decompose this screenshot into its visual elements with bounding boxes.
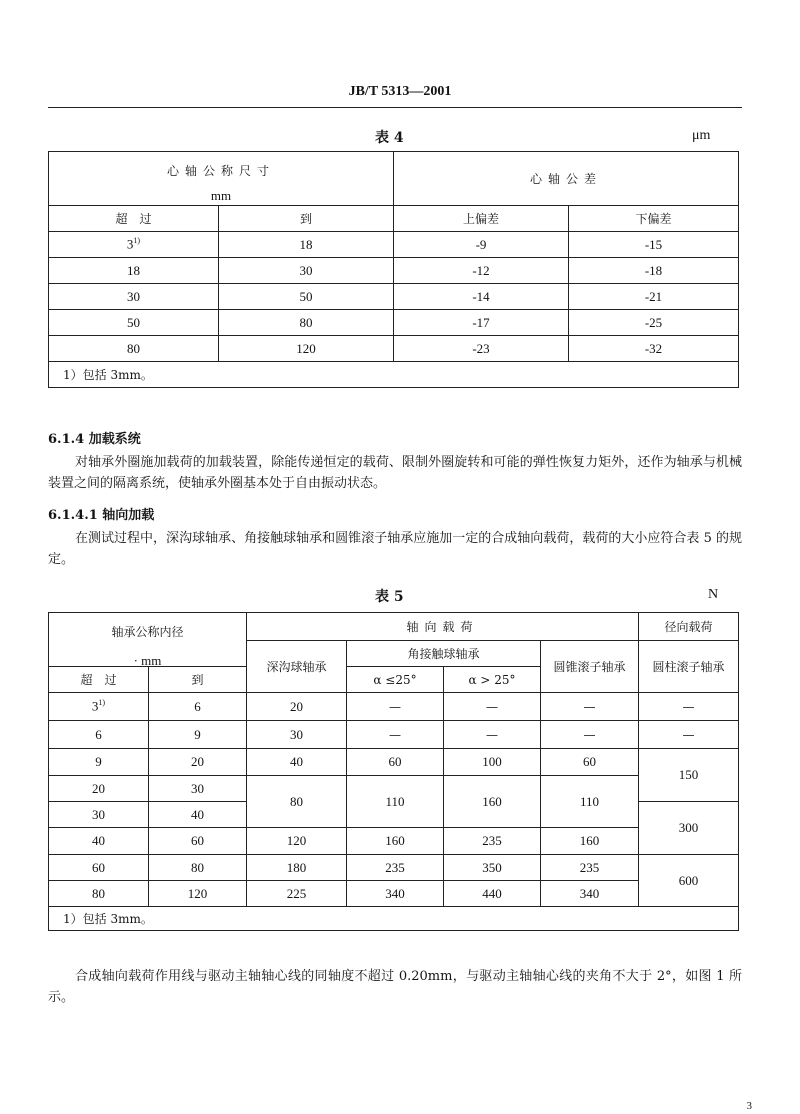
table-row: 40 60 120 160 235 160 bbox=[49, 828, 739, 855]
table-row: 6 9 30 — — — — bbox=[49, 721, 739, 749]
table5-col-alpha-le-25: α ≤25° bbox=[347, 667, 444, 693]
table5 bbox=[48, 612, 739, 931]
section-heading-6-1-4: 6.1.4 加载系统 bbox=[48, 432, 141, 447]
table-row: 30 50 -14 -21 bbox=[49, 284, 739, 310]
page-number: 3 bbox=[746, 1100, 752, 1112]
table-row: 3$^{1)}$ 6 20 — — — — bbox=[49, 693, 739, 721]
table4-col-to: 到 bbox=[219, 206, 394, 232]
table5-head-radial: 径向载荷 bbox=[639, 613, 739, 641]
paragraph-axial-loading: 在测试过程中，深沟球轴承、角接触球轴承和圆锥滚子轴承应施加一定的合成轴向载荷，载荷的大小应符合表 5 的规定。 bbox=[48, 531, 742, 567]
table-row: 50 80 -17 -25 bbox=[49, 310, 739, 336]
table4-head-size: 心轴公称尺寸 mm bbox=[49, 152, 394, 206]
table-row: 9 20 40 60 100 60 150 bbox=[49, 749, 739, 776]
table5-title: 表 5 bbox=[375, 589, 404, 605]
table-row: 80 120 -23 -32 bbox=[49, 336, 739, 362]
table-row: 20 30 80 110 160 110 bbox=[49, 776, 739, 802]
table4-head-tolerance: 心轴公差 bbox=[394, 152, 739, 206]
table5-unit: N bbox=[708, 587, 719, 602]
table5-col-taper: 圆锥滚子轴承 bbox=[541, 641, 639, 693]
table4-unit: μm bbox=[692, 128, 711, 143]
table5-head-axial: 轴向载荷 bbox=[247, 613, 639, 641]
table5-col-over: 超 过 bbox=[49, 667, 149, 693]
table4 bbox=[48, 151, 739, 388]
table-row: 80 120 225 340 440 340 bbox=[49, 881, 739, 907]
header-rule bbox=[48, 107, 742, 108]
table5-col-to: 到 bbox=[149, 667, 247, 693]
section-heading-6-1-4-1: 6.1.4.1 轴向加载 bbox=[48, 508, 155, 523]
table-row: 18 30 -12 -18 bbox=[49, 258, 739, 284]
table4-note: 1）包括 3mm。 bbox=[49, 362, 739, 388]
paragraph-axial-load-alignment: 合成轴向载荷作用线与驱动主轴轴心线的同轴度不超过 0.20mm，与驱动主轴轴心线的夹角不大于 2°，如图 1 所示。 bbox=[48, 969, 742, 1005]
table4-col-upper: 上偏差 bbox=[394, 206, 569, 232]
table-row: 60 80 180 235 350 235 600 bbox=[49, 855, 739, 881]
table4-col-lower: 下偏差 bbox=[569, 206, 739, 232]
table5-head-bore: 轴承公称内径 · mm bbox=[49, 613, 247, 667]
table-row: 30 40 300 bbox=[49, 802, 739, 828]
table4-col-over: 超 过 bbox=[49, 206, 219, 232]
paragraph-loading-system: 对轴承外圈施加载荷的加载装置，除能传递恒定的载荷、限制外圈旋转和可能的弹性恢复力矩外，还作为轴承与机械装置之间的隔离系统，使轴承外圈基本处于自由振动状态。 bbox=[48, 455, 742, 491]
table5-col-deep-groove: 深沟球轴承 bbox=[247, 641, 347, 693]
document-header: JB/T 5313—2001 bbox=[348, 84, 452, 99]
table4-title: 表 4 bbox=[375, 130, 404, 146]
table5-col-cylindrical: 圆柱滚子轴承 bbox=[639, 641, 739, 693]
table5-note: 1）包括 3mm。 bbox=[49, 907, 739, 931]
table5-col-alpha-gt-25: α > 25° bbox=[444, 667, 541, 693]
table-row: 3$^{1)}$ 18 -9 -15 bbox=[49, 232, 739, 258]
table5-col-angular: 角接触球轴承 bbox=[347, 641, 541, 667]
